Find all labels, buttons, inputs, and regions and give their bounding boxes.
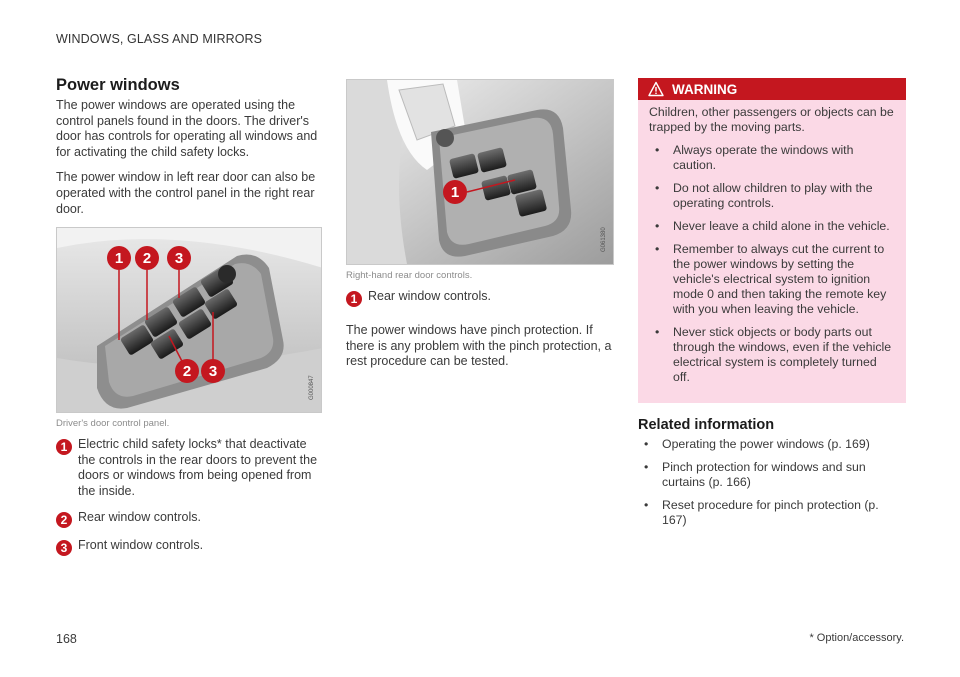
right-column — [638, 78, 906, 536]
page-number: 168 — [56, 632, 77, 646]
svg-text:3: 3 — [174, 250, 184, 268]
list-item: • Do not allow children to play with the operating controls. — [649, 181, 895, 211]
figure-code: G000847 — [309, 375, 315, 401]
pinch-protection-paragraph: The power windows have pinch protection. If there is any problem with the pinch protection, a rest procedure can be tested. — [346, 323, 612, 369]
callout-badge: 1 — [56, 439, 72, 455]
warning-triangle-icon — [648, 81, 664, 97]
list-item: • Never stick objects or body parts out through the windows, even if the vehicle electrical system is completely turned off. — [649, 325, 895, 385]
figure-label-2-lower — [175, 359, 199, 383]
callout-item — [56, 437, 322, 499]
footnote: * Option/accessory. — [809, 632, 904, 644]
left-column — [56, 76, 322, 566]
svg-text:2: 2 — [142, 250, 152, 268]
section-header: WINDOWS, GLASS AND MIRRORS — [56, 32, 263, 46]
related-link[interactable]: • Operating the power windows (p. 169) — [638, 437, 906, 452]
list-item: • Remember to always cut the current to the power windows by setting the vehicle's electrical system to ignition mode 0 and then taking the remote key with you when leaving the vehicle. — [649, 242, 895, 317]
warning-intro: Children, other passengers or objects can be trapped by the moving parts. — [649, 105, 894, 134]
callout-text: Rear window controls. — [368, 289, 491, 303]
figure-label-1 — [107, 246, 131, 270]
callout-text: Electric child safety locks* that deactivate the controls in the rear doors to prevent the doors or windows from being opened from the inside. — [78, 437, 318, 498]
list-item: • Never leave a child alone in the vehicle. — [649, 219, 895, 234]
svg-text:2: 2 — [182, 363, 192, 381]
page-title: Power windows — [56, 76, 180, 94]
callout-text: Rear window controls. — [78, 509, 201, 524]
warning-header — [638, 78, 906, 100]
figure-code: G061380 — [601, 227, 607, 252]
list-item: • Always operate the windows with caution. — [649, 143, 895, 173]
figure-label-1 — [443, 180, 467, 204]
callout-badge: 2 — [56, 512, 72, 528]
figure-label-2 — [135, 246, 159, 270]
warning-box — [638, 78, 906, 403]
figure-label-3-lower — [201, 359, 225, 383]
driver-door-illustration — [57, 228, 322, 412]
warning-body — [638, 100, 906, 385]
related-link[interactable]: • Reset procedure for pinch protection (p. 167) — [638, 498, 906, 528]
related-link[interactable]: • Pinch protection for windows and sun curtains (p. 166) — [638, 460, 906, 490]
callout-item — [56, 510, 322, 528]
related-information-list — [638, 437, 906, 528]
rear-door-figure — [346, 79, 614, 265]
callout-text: Front window controls. — [78, 537, 204, 552]
callout-badge: 3 — [56, 540, 72, 556]
middle-column — [346, 79, 614, 380]
callout-item — [346, 289, 614, 307]
second-paragraph: The power window in left rear door can also be operated with the control panel in the right rear door. — [56, 170, 316, 216]
figure-caption: Driver's door control panel. — [56, 418, 170, 430]
callout-item — [56, 538, 322, 556]
intro-paragraph: The power windows are operated using the control panels found in the doors. The driver's door has controls for operating all windows and for activating the child safety locks. — [56, 98, 318, 159]
warning-list — [649, 143, 895, 385]
rear-door-illustration — [347, 80, 614, 264]
svg-text:1: 1 — [450, 184, 460, 201]
callout-badge: 1 — [346, 291, 362, 307]
related-information-heading: Related information — [638, 417, 775, 433]
figure-label-3 — [167, 246, 191, 270]
figure-caption: Right-hand rear door controls. — [346, 270, 473, 281]
svg-text:3: 3 — [208, 363, 218, 381]
driver-door-figure — [56, 227, 322, 413]
warning-title: WARNING — [672, 81, 738, 97]
svg-text:1: 1 — [114, 250, 124, 268]
